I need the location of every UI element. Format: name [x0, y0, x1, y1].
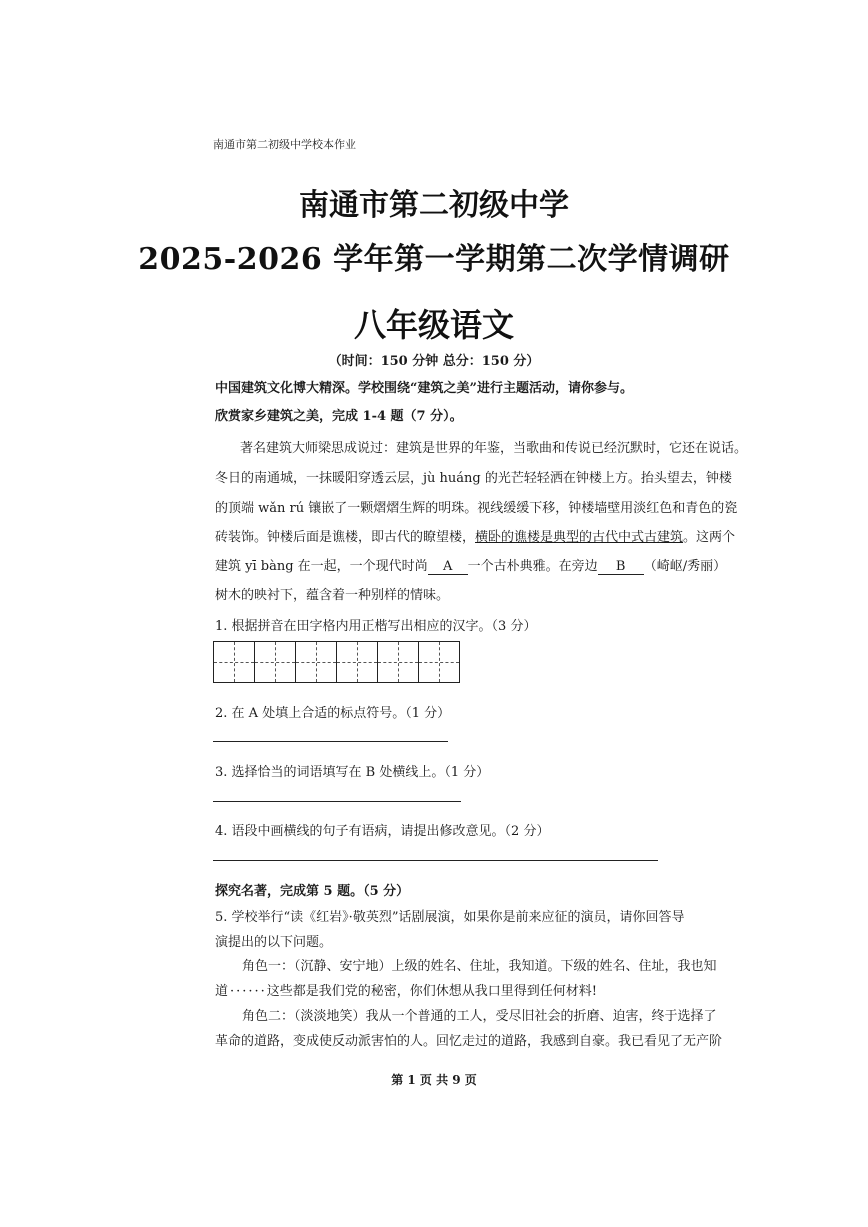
tianzige-cell[interactable]	[418, 641, 460, 683]
passage-line-1: 著名建筑大师梁思成说过：建筑是世界的年鉴，当歌曲和传说已经沉默时，它还在说话。	[240, 441, 748, 456]
question-3: 3. 选择恰当的词语填写在 B 处横线上。（1 分）	[215, 765, 490, 780]
passage-line-4	[215, 526, 735, 545]
intro-text: 中国建筑文化博大精深。学校围绕“建筑之美”进行主题活动，请你参与。	[215, 381, 633, 396]
role2-line-2: 革命的道路，变成使反动派害怕的人。回忆走过的道路，我感到自豪。我已看见了无产阶	[215, 1034, 723, 1049]
tianzige-cell[interactable]	[213, 641, 255, 683]
passage-line-5-start: 建筑 yī bàng 在一起，一个现代时尚	[215, 559, 428, 574]
question-4: 4. 语段中画横线的句子有语病，请提出修改意见。（2 分）	[215, 824, 550, 839]
tianzige-cell[interactable]	[295, 641, 337, 683]
term-title: 2025-2026 学年第一学期第二次学情调研	[138, 242, 730, 277]
passage-line-5-options: （崎岖/秀丽）	[643, 559, 727, 574]
tianzige-cell[interactable]	[377, 641, 419, 683]
role1-dots: 道······	[215, 984, 267, 999]
passage-line-2: 冬日的南通城，一抹暖阳穿透云层，jù huáng 的光芒轻轻洒在钟楼上方。抬头望去，钟楼	[215, 471, 732, 486]
passage-line-4-start: 砖装饰。钟楼后面是谯楼，即古代的瞭望楼，	[215, 530, 476, 545]
underlined-sentence: 横卧的谯楼是典型的古代中式古建筑	[475, 530, 684, 545]
tianzige-grid	[213, 641, 460, 683]
question-5-line-2: 演提出的以下问题。	[215, 935, 333, 950]
passage-line-6: 树木的映衬下，蕴含着一种别样的情味。	[215, 588, 450, 603]
role1-line-2	[215, 980, 597, 999]
role1-line-1: 角色一：（沉静、安宁地）上级的姓名、住址，我知道。下级的姓名、住址，我也知	[242, 959, 717, 974]
question-5-line-1: 5. 学校举行“读《红岩》·敬英烈”话剧展演，如果你是前来应征的演员，请你回答导	[215, 910, 685, 925]
answer-line-q4[interactable]	[213, 860, 658, 861]
time-info: （时间：150 分钟 总分：150 分）	[328, 354, 540, 369]
subject-title: 八年级语文	[353, 306, 514, 344]
passage-line-5-mid: 一个古朴典雅。在旁边	[467, 559, 598, 574]
tianzige-cell[interactable]	[254, 641, 296, 683]
passage-line-5	[215, 555, 726, 575]
blank-b[interactable]: B	[598, 559, 644, 575]
answer-line-q2[interactable]	[213, 741, 448, 742]
tianzige-cell[interactable]	[336, 641, 378, 683]
blank-a[interactable]: A	[428, 559, 468, 575]
role1-rest: 这些都是我们党的秘密，你们休想从我口里得到任何材料!	[266, 984, 598, 999]
section1-heading: 欣赏家乡建筑之美，完成 1-4 题（7 分）。	[215, 409, 463, 424]
question-2: 2. 在 A 处填上合适的标点符号。（1 分）	[215, 706, 451, 721]
school-title: 南通市第二初级中学	[299, 188, 569, 223]
passage-line-3: 的顶端 wǎn rú 镶嵌了一颗熠熠生辉的明珠。视线缓缓下移，钟楼墙壁用淡红色和青色的瓷	[215, 501, 738, 516]
page-footer: 第 1 页 共 9 页	[391, 1073, 477, 1087]
passage-line-4-end: 。这两个	[683, 530, 736, 545]
section2-heading: 探究名著，完成第 5 题。（5 分）	[215, 884, 410, 899]
role2-line-1: 角色二：（淡淡地笑）我从一个普通的工人，受尽旧社会的折磨、迫害，终于选择了	[242, 1009, 717, 1024]
answer-line-q3[interactable]	[213, 801, 461, 802]
header-note: 南通市第二初级中学校本作业	[213, 138, 356, 151]
question-1: 1. 根据拼音在田字格内用正楷写出相应的汉字。（3 分）	[215, 619, 537, 634]
